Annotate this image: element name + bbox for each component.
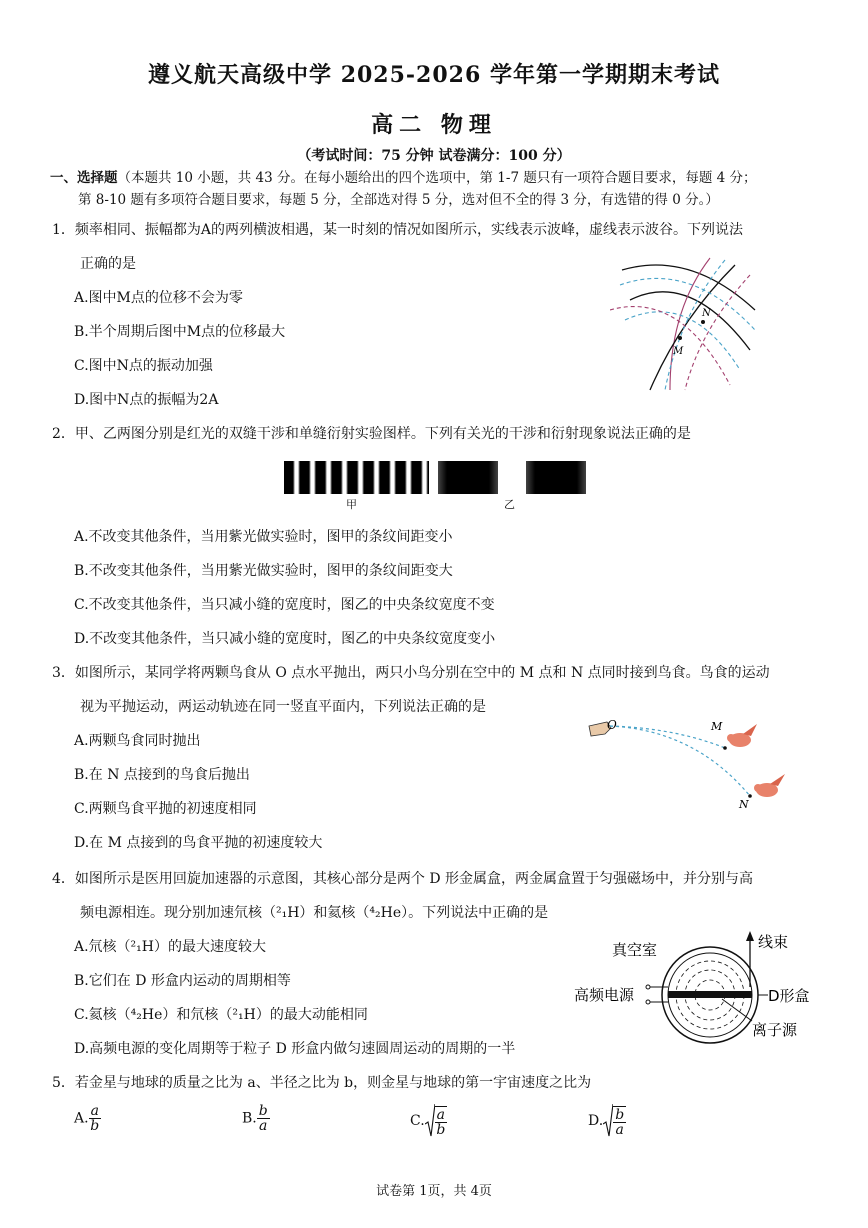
q5-option-b[interactable] [242,1104,270,1133]
trajectory-m [610,726,725,748]
single-slit-pattern-left [438,461,498,494]
label-d-box: D形盒 [768,987,810,1005]
q1-option-c[interactable]: C.图中N点的振动加强 [74,358,213,374]
q1-stem-line2: 正确的是 [80,256,136,272]
q3-stem-line1 [52,662,770,684]
q4-stem-line2: 频电源相连。现分别加速氘核（²₁H）和氦核（⁴₂He）。下列说法中正确的是 [80,905,549,921]
q4-option-d[interactable]: D.高频电源的变化周期等于粒子 D 形盒内做匀速圆周运动的周期的一半 [74,1041,516,1057]
numerator: a [90,1103,99,1119]
page-footer: 试卷第 1页，共 4页 [376,1184,492,1199]
q3-number: 3． [52,665,75,681]
q1-number: 1． [52,222,75,238]
gap-electrodes [668,991,752,998]
label-n: N [702,308,711,319]
point-m [723,746,727,750]
q4-option-c[interactable]: C.氦核（⁴₂He）和氘核（²₁H）的最大动能相同 [74,1007,368,1023]
crest-line [670,258,710,390]
q1-stem-line1 [52,219,743,241]
q5-number: 5． [52,1075,75,1091]
section-intro-line2: 第 8-10 题有多项符合题目要求，每题 5 分，全部选对得 5 分，选对但不全的得 3 分，有选错的得 0 分。） [78,192,719,208]
option-label: A. [74,1110,89,1127]
q2-option-b[interactable]: B.不改变其他条件，当用紫光做实验时，图甲的条纹间距变大 [74,563,453,579]
exam-subject: 高二 物理 [371,112,497,138]
q2-option-a[interactable]: A.不改变其他条件，当用紫光做实验时，图甲的条纹间距变小 [74,529,453,545]
q4-option-b[interactable]: B.它们在 D 形盒内运动的周期相等 [74,973,291,989]
numerator: a [436,1106,446,1123]
q2-stem-text: 甲、乙两图分别是红光的双缝干涉和单缝衍射实验图样。下列有关光的干涉和衍射现象说法正确的是 [74,426,691,442]
wave-interference-figure [610,250,765,395]
q1-option-a[interactable]: A.图中M点的位移不会为零 [74,290,243,306]
section-heading: 一、选择题 [50,170,118,186]
denominator: a [259,1118,268,1134]
label-m: M [673,346,684,357]
crest-line [630,292,750,350]
q3-option-a[interactable]: A.两颗鸟食同时抛出 [74,733,201,749]
numerator: b [615,1106,625,1123]
figure-label-yi: 乙 [504,498,515,511]
terminal [646,1000,650,1004]
crest-line [650,265,735,390]
q2-option-d[interactable]: D.不改变其他条件，当只减小缝的宽度时，图乙的中央条纹宽度变小 [74,631,496,647]
q3-option-b[interactable]: B.在 N 点接到的鸟食后抛出 [74,767,250,783]
sqrt-icon [603,1104,613,1138]
bird-icon [754,774,785,797]
pointer-line [722,999,752,1021]
arrow-up-icon [746,931,754,941]
trough-line [685,275,750,390]
q4-stem-line1 [52,868,753,890]
label-ion-source: 离子源 [752,1021,798,1039]
q2-stem [52,423,691,445]
denominator: b [436,1121,446,1138]
denominator: b [90,1118,100,1134]
q5-option-c[interactable] [410,1104,447,1138]
fraction [435,1106,447,1137]
figure-label-jia: 甲 [346,498,357,511]
cyclotron-figure [572,925,824,1045]
single-slit-pattern-right [526,461,586,494]
label-hf-source: 高频电源 [574,986,635,1004]
q5-option-d[interactable] [588,1104,626,1138]
terminal [646,985,650,989]
label-vacuum-chamber: 真空室 [612,941,658,959]
q3-stem-line2: 视为平抛运动，两运动轨迹在同一竖直平面内，下列说法正确的是 [80,699,486,715]
q4-stem-text: 如图所示是医用回旋加速器的示意图，其核心部分是两个 D 形金属盒，两金属盒置于匀强磁场中，并分别与高 [74,871,754,887]
q3-stem-text: 如图所示，某同学将两颗鸟食从 O 点水平抛出，两只小鸟分别在空中的 M 点和 N 点同时接到鸟食。鸟食的运动 [74,665,770,681]
q5-stem [52,1072,591,1094]
label-n: N [739,798,749,810]
option-label: B. [242,1110,257,1127]
sqrt-icon [425,1104,435,1138]
projectile-figure [585,718,795,810]
q4-number: 4． [52,871,75,887]
q4-option-a[interactable]: A.氘核（²₁H）的最大速度较大 [74,939,266,955]
label-m: M [711,720,723,733]
q5-option-a[interactable] [74,1104,101,1133]
q3-option-d[interactable]: D.在 M 点接到的鸟食平抛的初速度较大 [74,835,323,851]
exam-info: （考试时间：75 分钟 试卷满分：100 分） [297,148,571,164]
section-intro-text: （本题共 10 小题，共 43 分。在每小题给出的四个选项中，第 1-7 题只有一项符合题目要求，每题 4 分； [117,170,757,186]
option-label: D. [588,1113,604,1129]
fraction [613,1106,626,1137]
q5-stem-text: 若金星与地球的质量之比为 a、半径之比为 b，则金星与地球的第一宇宙速度之比为 [74,1075,592,1091]
label-beam: 线束 [758,933,789,951]
crest-line [622,265,755,310]
q1-stem-text: 频率相同、振幅都为A的两列横波相遇，某一时刻的情况如图所示，实线表示波峰，虚线表示波谷。下列说法 [74,222,744,238]
label-o: O [607,718,617,732]
q2-number: 2． [52,426,75,442]
bird-icon [727,724,757,747]
trough-line [625,312,740,370]
double-slit-pattern [284,461,429,494]
q2-option-c[interactable]: C.不改变其他条件，当只减小缝的宽度时，图乙的中央条纹宽度不变 [74,597,495,613]
exam-title: 遵义航天高级中学 2025-2026 学年第一学期期末考试 [148,62,720,88]
trough-line [665,260,725,390]
q1-option-d[interactable]: D.图中N点的振幅为2A [74,392,219,408]
point-m [678,336,682,340]
q1-option-b[interactable]: B.半个周期后图中M点的位移最大 [74,324,286,340]
option-label: C. [410,1113,425,1129]
denominator: a [615,1121,624,1138]
point-n [748,794,752,798]
section-intro-line1 [50,167,757,189]
q3-option-c[interactable]: C.两颗鸟食平抛的初速度相同 [74,801,257,817]
fraction [89,1104,101,1133]
fraction [257,1104,270,1133]
numerator: b [258,1103,268,1119]
point-n [701,320,705,324]
